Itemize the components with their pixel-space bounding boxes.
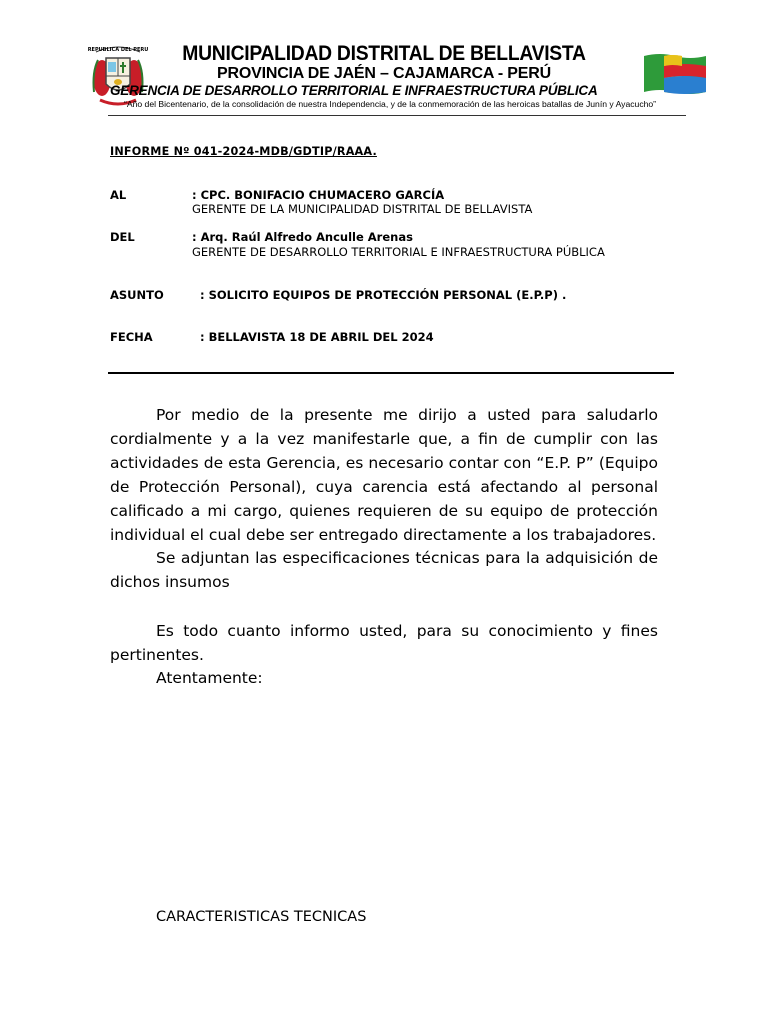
header-divider xyxy=(108,115,686,116)
section-heading: CARACTERISTICAS TECNICAS xyxy=(156,909,367,925)
to-label: AL xyxy=(110,188,127,202)
subject-label: ASUNTO xyxy=(110,288,164,302)
body-paragraph-3: Es todo cuanto informo usted, para su conocimiento y fines pertinentes. xyxy=(110,622,658,664)
body-paragraph-1: Por medio de la presente me dirijo a usted para saludarlo cordialmente y a la vez manifestarle que, a fin de cumplir con las actividades de esta Gerencia, es necesario contar con “E.P. P” (Equipo de Protección Personal), cuya carencia está afectando al personal calificado a mi cargo, quienes requieren de su equipo de protección individual el cual debe ser entregado directamente a los trabajadores. xyxy=(110,406,658,544)
memo-divider xyxy=(108,372,674,374)
body-paragraph-2: Se adjuntan las especificaciones técnicas para la adquisición de dichos insumos xyxy=(110,549,658,591)
report-reference: INFORME Nº 041-2024-MDB/GDTIP/RAAA. xyxy=(110,145,377,158)
municipality-title: MUNICIPALIDAD DISTRITAL DE BELLAVISTA xyxy=(182,42,586,65)
from-role: GERENTE DE DESARROLLO TERRITORIAL E INFRAESTRUCTURA PÚBLICA xyxy=(192,245,605,259)
subject-value: : SOLICITO EQUIPOS DE PROTECCIÓN PERSONAL (E.P.P) . xyxy=(200,288,567,302)
bellavista-flag-icon xyxy=(642,52,708,96)
department-name: GERENCIA DE DESARROLLO TERRITORIAL E INFRAESTRUCTURA PÚBLICA xyxy=(110,83,598,98)
crest-text: REPUBLICA DEL PERU xyxy=(88,47,148,53)
from-name: : Arq. Raúl Alfredo Anculle Arenas xyxy=(192,230,413,244)
closing-salutation: Atentamente: xyxy=(156,669,263,687)
province-subtitle: PROVINCIA DE JAÉN – CAJAMARCA - PERÚ xyxy=(217,65,551,82)
to-name: : CPC. BONIFACIO CHUMACERO GARCÍA xyxy=(192,188,445,202)
date-label: FECHA xyxy=(110,330,153,344)
date-value: : BELLAVISTA 18 DE ABRIL DEL 2024 xyxy=(200,330,434,344)
to-role: GERENTE DE LA MUNICIPALIDAD DISTRITAL DE BELLAVISTA xyxy=(192,202,533,216)
from-label: DEL xyxy=(110,230,135,244)
year-motto: “Año del Bicentenario, de la consolidación de nuestra Independencia, y de la conmemoración de las heroicas batallas de Junín y Ayacucho” xyxy=(124,99,657,109)
